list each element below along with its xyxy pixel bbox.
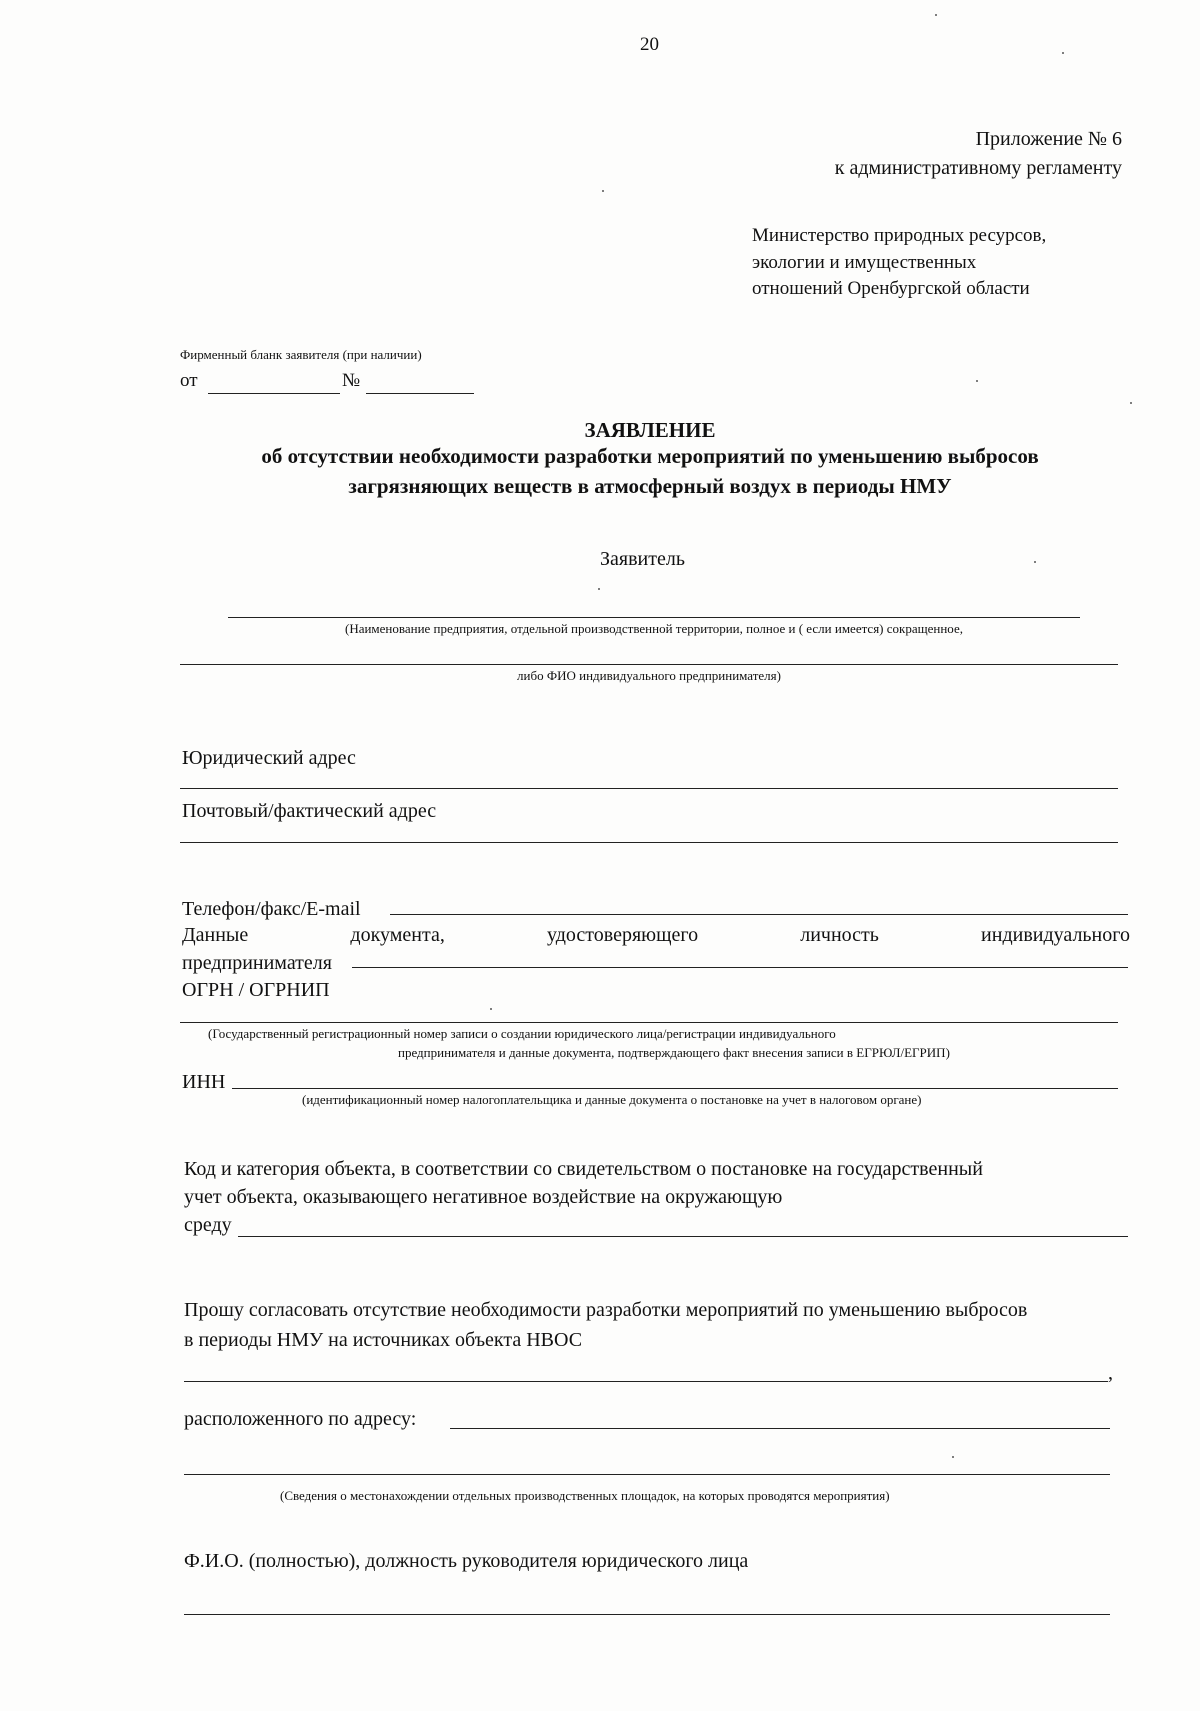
document-subtitle-line-1: об отсутствии необходимости разработки мероприятий по уменьшению выбросов [261,444,1039,468]
ogrn-label: ОГРН / ОГРНИП [182,979,330,1001]
located-label: расположенного по адресу: [184,1408,417,1430]
located-address-line-2[interactable] [184,1474,1110,1475]
scan-speck [490,1008,492,1010]
letterhead-label: Фирменный бланк заявителя (при наличии) [180,347,422,362]
id-word-5: индивидуального [981,924,1130,946]
request-line-2: в периоды НМУ на источниках объекта НВОС [184,1329,583,1351]
located-hint: (Сведения о местонахождении отдельных производственных площадок, на которых проводятся мероприятия) [280,1488,890,1503]
head-field-line[interactable] [184,1614,1110,1615]
ogrn-hint-1: (Государственный регистрационный номер записи о создании юридического лица/регистрации индивидуального [208,1026,836,1041]
object-code-field-line[interactable] [238,1236,1128,1237]
request-line-1: Прошу согласовать отсутствие необходимости разработки мероприятий по уменьшению выбросов [184,1299,1028,1321]
id-document-field-line[interactable] [352,967,1128,968]
legal-address-label: Юридический адрес [182,747,356,769]
head-label: Ф.И.О. (полностью), должность руководителя юридического лица [184,1550,749,1572]
phone-label: Телефон/факс/E-mail [182,898,361,920]
applicant-name-line-2[interactable] [180,664,1118,665]
scan-speck [952,1456,954,1458]
number-field-line[interactable] [366,393,474,394]
scan-speck [935,14,937,16]
applicant-hint-2: либо ФИО индивидуального предпринимателя) [517,668,781,683]
id-word-4: личность [800,924,879,946]
inn-hint: (идентификационный номер налогоплательщика и данные документа о постановке на учет в налоговом органе) [302,1092,922,1107]
legal-address-line[interactable] [180,788,1118,789]
object-name-field-line[interactable] [184,1381,1108,1382]
object-code-line-2: учет объекта, оказывающего негативное воздействие на окружающую [184,1186,783,1208]
scan-speck [1034,561,1036,563]
id-word-2: документа, [350,924,445,946]
id-document-row [182,924,1130,947]
ogrn-hint-2: предпринимателя и данные документа, подтверждающего факт внесения записи в ЕГРЮЛ/ЕГРИП) [398,1045,950,1060]
number-sign: № [342,370,361,391]
date-field-line[interactable] [208,393,340,394]
applicant-name-line-1[interactable] [228,617,1080,618]
phone-field-line[interactable] [390,914,1128,915]
request-comma: , [1108,1362,1113,1384]
inn-field-line[interactable] [232,1088,1118,1089]
applicant-hint-1: (Наименование предприятия, отдельной производственной территории, полное и ( если имеется) сокращенное, [344,621,963,636]
scan-speck [1062,52,1064,54]
applicant-label: Заявитель [600,548,685,570]
appendix-label: Приложение № 6 [975,128,1122,150]
ministry-line-2: экологии и имущественных [752,252,977,273]
scan-speck [1130,402,1132,404]
postal-address-line[interactable] [180,842,1118,843]
document-title: ЗАЯВЛЕНИЕ [584,418,716,442]
ogrn-field-line[interactable] [180,1022,1118,1023]
ministry-line-3: отношений Оренбургской области [752,278,1030,299]
from-label: от [180,370,198,391]
object-code-line-3: среду [184,1214,232,1236]
document-subtitle-line-2: загрязняющих веществ в атмосферный воздух в периоды НМУ [348,474,952,498]
scan-speck [976,380,978,382]
id-word-1: Данные [182,924,249,946]
entrepreneur-label: предпринимателя [182,952,332,974]
inn-label: ИНН [182,1071,226,1093]
scan-speck [602,190,604,192]
object-code-line-1: Код и категория объекта, в соответствии со свидетельством о постановке на государственный [184,1158,983,1180]
regulation-label: к административному регламенту [834,157,1122,179]
located-address-line-1[interactable] [450,1428,1110,1429]
scan-speck [598,588,600,590]
id-word-3: удостоверяющего [546,924,699,946]
ministry-line-1: Министерство природных ресурсов, [752,225,1047,246]
page-number: 20 [640,34,659,55]
postal-address-label: Почтовый/фактический адрес [182,800,437,822]
